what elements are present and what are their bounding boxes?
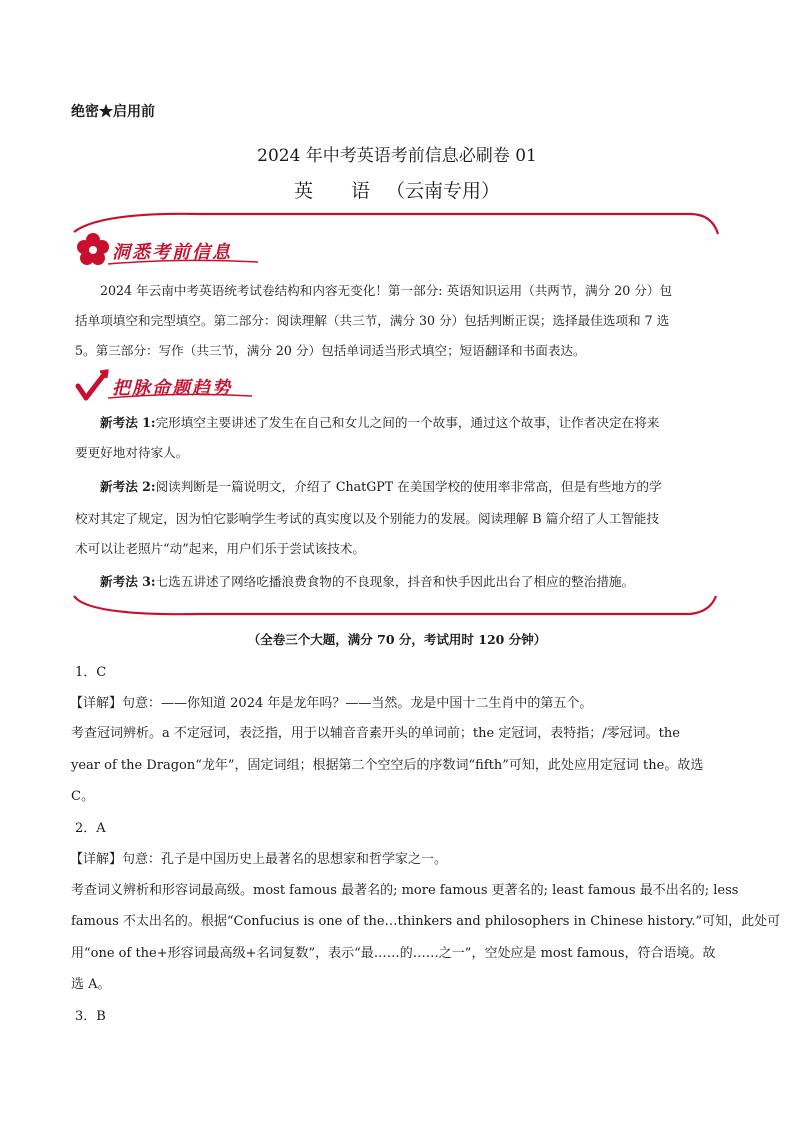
section1-line-3: 5。第三部分：写作（共三节，满分 20 分）包括单词适当形式填空；短语翻译和书面表达。 [75, 343, 586, 358]
answer-2-explanation-line-3: 用“one of the+形容词最高级+名词复数”，表示“最……的……之一”，空处应是 most famous，符合语境。故 [71, 946, 716, 961]
trend-item-3-label: 新考法 3: [100, 574, 156, 589]
check-arrow-icon [74, 368, 110, 404]
answer-2-number: 2．A [75, 821, 106, 836]
flower-icon [76, 232, 110, 266]
subject-name: 英 语 [293, 180, 387, 202]
trend-item-3-line-1: 新考法 3:七选五讲述了网络吃播浪费食物的不良现象，抖音和快手因此出台了相应的整治措施。 [100, 574, 635, 589]
exam-info: （全卷三个大题，满分 70 分，考试用时 120 分钟） [247, 632, 547, 647]
answer-1-explanation-line-2: year of the Dragon“龙年”，固定词组；根据第二个空空后的序数词“fifth”可知，此处应用定冠词 the。故选 [71, 758, 704, 773]
section1-line-1: 2024 年云南中考英语统考试卷结构和内容无变化！第一部分: 英语知识运用（共两节，满分 20 分）包 [100, 283, 673, 298]
trend-item-1-line-1: 新考法 1:完形填空主要讲述了发生在自己和女儿之间的一个故事，通过这个故事，让作者决定在将来 [100, 415, 660, 430]
answer-2-explanation-line-1: 考查词义辨析和形容词最高级。most famous 最著名的; more famous 更著名的; least famous 最不出名的; less [71, 883, 739, 898]
answer-2-explanation-line-2: famous 不太出名的。根据“Confucius is one of the…thinkers and philosophers in Chinese history.”可知，此处可 [71, 914, 781, 929]
section1-heading: 洞悉考前信息 [112, 242, 232, 263]
answer-3-number: 3．B [75, 1009, 106, 1024]
detail-label: 【详解】 [70, 852, 123, 867]
trend-item-2-line-3: 术可以让老照片“动”起来，用户们乐于尝试该技术。 [75, 541, 365, 556]
trend-item-1-line-2: 要更好地对待家人。 [75, 445, 189, 460]
bottom-arc-line [74, 596, 716, 614]
answer-1-number: 1．C [75, 665, 107, 680]
answer-1-explanation-line-1: 考查冠词辨析。a 不定冠词，表泛指，用于以辅音音素开头的单词前；the 定冠词，表特指；/零冠词。the [71, 726, 680, 741]
answer-2-detail: 【详解】句意：孔子是中国历史上最著名的思想家和哲学家之一。 [70, 852, 448, 867]
answer-2-explanation-line-4: 选 A。 [71, 977, 111, 992]
answer-1-detail: 【详解】句意：——你知道 2024 年是龙年吗？——当然。龙是中国十二生肖中的第五个。 [70, 696, 593, 711]
answer-1-explanation-line-3: C。 [71, 789, 94, 804]
section1-line-2: 括单项填空和完型填空。第二部分：阅读理解（共三节，满分 30 分）包括判断正误；选择最佳选项和 7 选 [75, 313, 670, 328]
detail-label: 【详解】 [70, 696, 123, 711]
top-arc-line [74, 214, 718, 234]
trend-item-1-label: 新考法 1: [100, 415, 156, 430]
page-title: 2024 年中考英语考前信息必刷卷 01 [257, 146, 537, 166]
secret-label: 绝密★启用前 [71, 104, 155, 120]
subject-region: （云南专用） [386, 180, 501, 202]
trend-item-2-line-1: 新考法 2:阅读判断是一篇说明文，介绍了 ChatGPT 在美国学校的使用率非常高，但是有些地方的学 [100, 479, 662, 494]
section2-heading: 把脉命题趋势 [112, 378, 232, 399]
trend-item-2-line-2: 校对其定了规定，因为怕它影响学生考试的真实度以及个别能力的发展。阅读理解 B 篇介绍了人工智能技 [75, 511, 659, 526]
trend-item-2-label: 新考法 2: [100, 479, 156, 494]
